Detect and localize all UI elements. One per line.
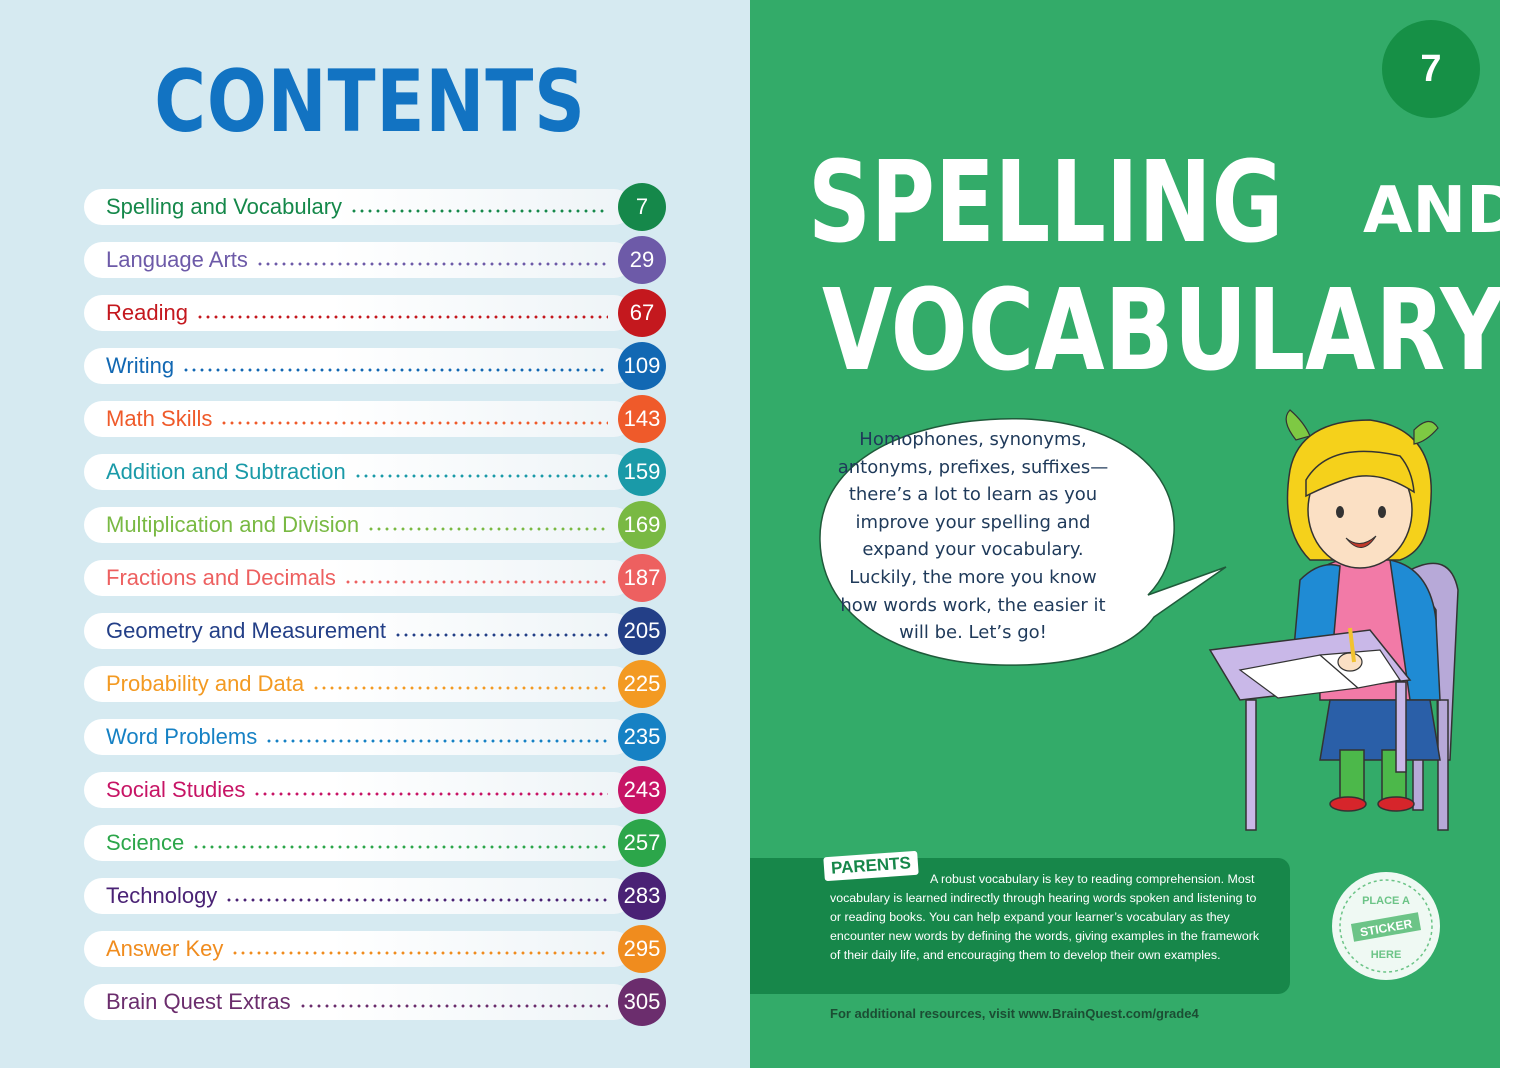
toc-page-number: 169 <box>618 501 666 549</box>
chapter-title-line1 <box>808 138 1519 268</box>
toc-entry-label: Science <box>106 830 185 855</box>
toc-entry[interactable] <box>84 397 666 441</box>
toc-page-number: 295 <box>618 925 666 973</box>
toc-leader-dots <box>299 1004 608 1008</box>
speech-bubble-text: Homophones, synonyms, antonyms, prefixes, suffixes— there’s a lot to learn as you improve your spelling and expand your vocabulary. Luckily, the more you know how words work, the easier it will be. Let’s go! <box>837 429 1109 644</box>
toc-leader-dots <box>253 792 608 796</box>
toc-page-number: 109 <box>618 342 666 390</box>
toc-leader-dots <box>256 262 608 266</box>
toc-entry-label: Fractions and Decimals <box>106 565 336 590</box>
toc-page-number: 243 <box>618 766 666 814</box>
toc-entry-label: Language Arts <box>106 247 248 272</box>
toc-page-number: 225 <box>618 660 666 708</box>
toc-page-number: 29 <box>618 236 666 284</box>
toc-page-number: 257 <box>618 819 666 867</box>
toc-entry[interactable] <box>84 344 666 388</box>
toc-leader-dots <box>344 580 608 584</box>
chapter-title-line2: VOCABULARY <box>822 266 1506 396</box>
chapter-title-and: AND <box>1363 174 1519 248</box>
toc-entry[interactable] <box>84 768 666 812</box>
toc-entry[interactable] <box>84 291 666 335</box>
toc-page-number: 305 <box>618 978 666 1026</box>
toc-entry-label: Writing <box>106 353 175 378</box>
toc-leader-dots <box>231 951 608 955</box>
toc-entry[interactable] <box>84 450 666 494</box>
parents-label: PARENTS <box>823 851 918 881</box>
toc-entry-label: Answer Key <box>106 936 224 961</box>
toc-leader-dots <box>350 209 608 213</box>
toc-entry-label: Reading <box>106 300 188 325</box>
toc-leader-dots <box>220 421 608 425</box>
toc-entry-label: Technology <box>106 883 218 908</box>
toc-entry[interactable] <box>84 556 666 600</box>
toc-entry[interactable] <box>84 821 666 865</box>
toc-leader-dots <box>394 633 608 637</box>
toc-page-number: 187 <box>618 554 666 602</box>
girl-at-desk-illustration <box>1200 400 1500 860</box>
sticker-text-bottom: HERE <box>1370 949 1402 961</box>
parents-note-text: A robust vocabulary is key to reading comprehension. Most vocabulary is learned indirectly through hearing words spoken and listening to or reading books. You can help expand your learner’s vocabulary as they encounter new words by defining the words, giving examples in the framework of their daily life, and encouraging them to develop their own examples. <box>830 872 1260 962</box>
toc-page-number: 159 <box>618 448 666 496</box>
toc-entry-label: Word Problems <box>106 724 258 749</box>
toc-entry[interactable] <box>84 980 666 1024</box>
toc-entry-label: Multiplication and Division <box>106 512 360 537</box>
contents-page <box>0 0 750 1068</box>
chapter-opener-page <box>750 0 1519 1068</box>
toc-leader-dots <box>354 474 608 478</box>
sticker-text-middle: STICKER <box>1359 916 1414 940</box>
sticker-text-top: PLACE A <box>1362 895 1410 907</box>
toc-entry[interactable] <box>84 874 666 918</box>
toc-entry-label: Social Studies <box>106 777 246 802</box>
toc-page-number: 143 <box>618 395 666 443</box>
toc-page-number: 205 <box>618 607 666 655</box>
toc-entry-label: Addition and Subtraction <box>106 459 346 484</box>
sticker-placeholder[interactable] <box>1330 870 1442 982</box>
toc-entry[interactable] <box>84 185 666 229</box>
toc-entry-label: Probability and Data <box>106 671 305 696</box>
toc-leader-dots <box>196 315 608 319</box>
toc-leader-dots <box>312 686 608 690</box>
page-number-badge: 7 <box>1382 20 1480 118</box>
toc-entry[interactable] <box>84 927 666 971</box>
toc-entry-label: Math Skills <box>106 406 213 431</box>
toc-entry-label: Geometry and Measurement <box>106 618 387 643</box>
toc-leader-dots <box>225 898 608 902</box>
toc-entry[interactable] <box>84 238 666 282</box>
toc-page-number: 235 <box>618 713 666 761</box>
toc-page-number: 7 <box>618 183 666 231</box>
toc-entry[interactable] <box>84 503 666 547</box>
toc-page-number: 283 <box>618 872 666 920</box>
resources-footer: For additional resources, visit www.BrainQuest.com/grade4 <box>830 1006 1199 1021</box>
toc-entry-label: Spelling and Vocabulary <box>106 194 343 219</box>
toc-leader-dots <box>182 368 608 372</box>
toc-leader-dots <box>367 527 608 531</box>
toc-leader-dots <box>192 845 608 849</box>
toc-entry[interactable] <box>84 715 666 759</box>
toc-entry-label: Brain Quest Extras <box>106 989 291 1014</box>
toc-entry[interactable] <box>84 662 666 706</box>
toc-page-number: 67 <box>618 289 666 337</box>
toc-leader-dots <box>265 739 608 743</box>
chapter-title-spelling: SPELLING <box>808 138 1284 268</box>
toc-entry[interactable] <box>84 609 666 653</box>
contents-title: CONTENTS <box>154 52 586 152</box>
